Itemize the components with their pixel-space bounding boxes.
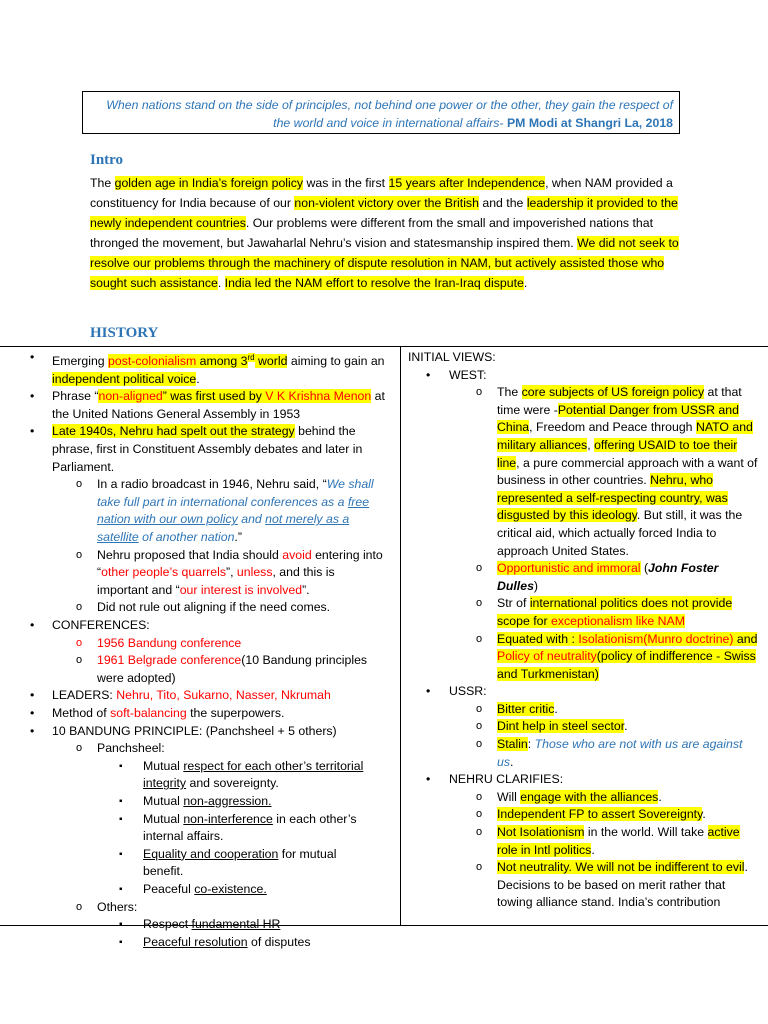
list-item — [0, 687, 400, 705]
list-item — [0, 388, 400, 423]
list-item — [401, 806, 768, 824]
intro-paragraph — [90, 173, 680, 293]
text: . — [702, 807, 706, 822]
intro-text: and the — [478, 196, 527, 210]
list-item — [0, 740, 392, 898]
list-item — [401, 560, 768, 595]
text: : — [527, 737, 535, 752]
text: active role in Intl politics — [497, 825, 740, 857]
list-item — [401, 736, 768, 771]
text: rd — [247, 353, 255, 362]
text: Panchsheel: — [97, 741, 165, 756]
list-item — [401, 789, 768, 807]
list-item — [0, 617, 400, 687]
text: Those who are not with us are against us — [497, 737, 743, 769]
text: non-aggression. — [183, 793, 272, 808]
text: core subjects of US foreign policy — [521, 385, 705, 400]
text: . — [196, 371, 200, 386]
text: Potential Danger from USSR and China — [497, 402, 739, 435]
text: Emerging — [52, 354, 109, 369]
text: aiming to gain an — [287, 354, 385, 369]
text: and — [733, 631, 758, 646]
text: offering USAID to toe their line — [497, 437, 738, 470]
text: In a radio broadcast in 1946, Nehru said, “ — [97, 477, 327, 492]
text: entering into “ — [97, 547, 383, 580]
text: LEADERS: — [52, 688, 117, 703]
text: Peaceful resolution — [143, 934, 248, 949]
text: Isolationism(Munro doctrine) — [578, 631, 734, 646]
list-item — [401, 701, 768, 719]
list-item — [401, 631, 768, 684]
text: non-aligned — [98, 389, 163, 404]
text: Independent FP to assert Sovereignty — [497, 807, 703, 822]
text: , a pure commercial approach with a want of business in other countries. — [497, 455, 758, 488]
text: among 3 — [196, 354, 248, 369]
text: Str of — [497, 596, 530, 611]
list-item: o 1956 Bandung conference — [0, 635, 392, 653]
text: Nehru, Tito, Sukarno, Nasser, Nkrumah — [116, 688, 331, 703]
history-right-column — [401, 347, 768, 925]
text: ”. — [302, 582, 310, 597]
text: Equality and cooperation — [143, 846, 279, 861]
text: Stalin — [497, 737, 528, 752]
text: non-interference — [183, 811, 273, 826]
text: . — [554, 701, 558, 716]
initial-views-heading: INITIAL VIEWS: — [408, 350, 496, 364]
text: Equated with : — [497, 631, 579, 646]
text: Will — [497, 789, 521, 804]
text: Nehru proposed that India should — [97, 547, 283, 562]
text: for mutual benefit. — [143, 846, 337, 879]
text: and sovereignty. — [186, 776, 279, 791]
text: ( — [640, 561, 649, 576]
text: ”, — [225, 565, 237, 580]
text: (10 Bandung principles were adopted) — [97, 653, 368, 685]
list-item: o Did not rule out aligning if the need comes. — [0, 599, 392, 617]
text: exceptionalism like NAM — [551, 613, 685, 628]
text: Respect — [143, 917, 192, 932]
text: of disputes — [247, 934, 311, 949]
list-item — [0, 349, 400, 388]
text: unless — [236, 565, 273, 580]
text: . But still, it was the critical aid, which actually forced India to approach United States. — [497, 508, 743, 558]
text: . — [658, 789, 662, 804]
text: Nehru, who represented a self-respecting country, was disgusted by this ideology — [497, 473, 728, 523]
text: , Freedom and Peace through — [529, 420, 696, 435]
list-item — [0, 846, 384, 881]
quote-text: When nations stand on the side of principles, not behind one power or the other, they gain the respect of the world and voice in international affairs- — [106, 98, 673, 130]
text: V K Krishna Menon — [265, 389, 372, 404]
text: Dint help in steel sector — [497, 719, 625, 734]
text: in the world. Will take — [584, 825, 708, 840]
text: at the United Nations General Assembly in 1953 — [52, 389, 385, 421]
intro-text: was in the first — [303, 176, 389, 190]
text: . Decisions to be based on merit rather that towing alliance stand. India’s contribution — [497, 860, 748, 910]
text: soft-balancing — [110, 705, 187, 720]
text: other people’s quarrels — [101, 565, 226, 580]
text: behind the phrase, first in Constituent Assembly debates and later in Parliament. — [52, 424, 363, 474]
text: at that time were - — [497, 385, 742, 417]
history-left-column — [0, 347, 401, 949]
intro-highlight: leadership it provided to the newly independent countries — [90, 196, 678, 230]
text: post-colonialism — [108, 354, 197, 369]
text: in each other’s internal affairs. — [143, 811, 357, 844]
history-heading: HISTORY — [90, 325, 159, 341]
list-item — [401, 771, 768, 912]
text: The — [497, 385, 522, 400]
intro-highlight: We did not seek to resolve our problems through the machinery of dispute resolution in NAM, but actively assisted those who sought such assistance — [90, 236, 679, 290]
text: Late 1940s, Nehru had spelt out the strategy — [52, 424, 295, 439]
quote-source: PM Modi at Shangri La, 2018 — [506, 116, 673, 130]
intro-highlight: India led the NAM effort to resolve the Iran-Iraq dispute — [224, 276, 524, 290]
intro-text: The — [90, 176, 115, 190]
text: the superpowers. — [186, 705, 285, 720]
list-item — [0, 899, 392, 952]
text: co-existence. — [194, 881, 267, 896]
text: fundamental HR — [191, 917, 281, 932]
list-item — [0, 705, 400, 723]
text: NEHRU CLARIFIES: — [449, 772, 564, 787]
list-item — [0, 547, 392, 600]
intro-text: . Our problems were different from the small and impoverished nations that thronged the movement, but Jawaharlal Nehru’s vision and statesmanship inspired them. — [90, 216, 654, 250]
text: USSR: — [449, 684, 487, 699]
text: CONFERENCES: — [52, 618, 150, 632]
text: Method of — [52, 705, 111, 720]
text: ) — [533, 578, 539, 593]
list-item — [0, 423, 400, 617]
text: our interest is involved — [179, 582, 303, 597]
text: independent political voice — [52, 371, 197, 386]
text: Policy of neutrality — [497, 649, 597, 664]
list-item — [0, 723, 400, 952]
list-item — [401, 824, 768, 859]
text: . — [510, 754, 514, 769]
text: not merely as a satellite — [97, 512, 350, 545]
intro-heading: Intro — [90, 152, 124, 168]
text: international politics does not provide scope for — [497, 596, 733, 628]
list-item — [401, 384, 768, 560]
text: Opportunistic and immoral — [497, 561, 641, 576]
text: Others: — [97, 899, 138, 914]
text: of another nation — [138, 530, 235, 545]
intro-text: . — [523, 276, 528, 290]
intro-highlight: non-violent victory over the British — [294, 196, 479, 210]
text: 1961 Belgrade conference — [97, 653, 242, 668]
text: WEST: — [449, 367, 487, 382]
list-item — [0, 476, 392, 546]
list-item — [401, 367, 768, 684]
text: Mutual — [143, 811, 184, 826]
text: Mutual — [143, 758, 184, 773]
list-item — [0, 793, 384, 811]
intro-text: . — [217, 276, 225, 290]
text: . — [624, 719, 628, 734]
list-item — [401, 859, 768, 912]
text: Not Isolationism — [497, 825, 585, 840]
list-item — [401, 718, 768, 736]
intro-highlight: 15 years after Independence — [388, 176, 546, 190]
text: . — [591, 842, 595, 857]
intro-highlight: golden age in India’s foreign policy — [114, 176, 304, 190]
text: 10 BANDUNG PRINCIPLE: (Panchsheel + 5 others) — [52, 723, 337, 738]
list-item — [0, 934, 384, 952]
text: ” was first used by — [162, 389, 266, 404]
list-item — [0, 811, 384, 846]
text: Mutual — [143, 793, 184, 808]
text: .” — [234, 530, 242, 545]
text: John Foster Dulles — [497, 561, 719, 593]
text: Not neutrality. We will not be indifferent to evil — [497, 860, 745, 875]
text: Peaceful — [143, 881, 195, 896]
history-table — [0, 346, 768, 949]
list-item — [0, 916, 384, 934]
text: Bitter critic — [497, 701, 555, 716]
text: avoid — [282, 547, 312, 562]
text: NATO and military alliances — [497, 420, 753, 452]
text: free nation with our own policy — [97, 494, 370, 527]
intro-text: , when NAM provided a constituency for India because of our — [90, 176, 673, 210]
text: , and this is important and “ — [97, 565, 335, 597]
text: and — [237, 512, 266, 527]
text: Phrase “ — [52, 389, 99, 404]
text: (policy of indifference - Swiss and Turkmenistan) — [497, 649, 756, 681]
list-item — [401, 595, 768, 630]
text: , — [587, 437, 595, 452]
quote-box — [82, 91, 680, 134]
list-item — [0, 881, 384, 899]
text: We shall take full part in international conferences as a — [97, 477, 374, 509]
list-item — [401, 683, 768, 771]
list-item — [0, 652, 392, 687]
text: engage with the alliances — [520, 789, 659, 804]
text: respect for each other’s territorial integrity — [143, 758, 364, 791]
text: world — [254, 354, 288, 369]
list-item — [0, 758, 384, 793]
